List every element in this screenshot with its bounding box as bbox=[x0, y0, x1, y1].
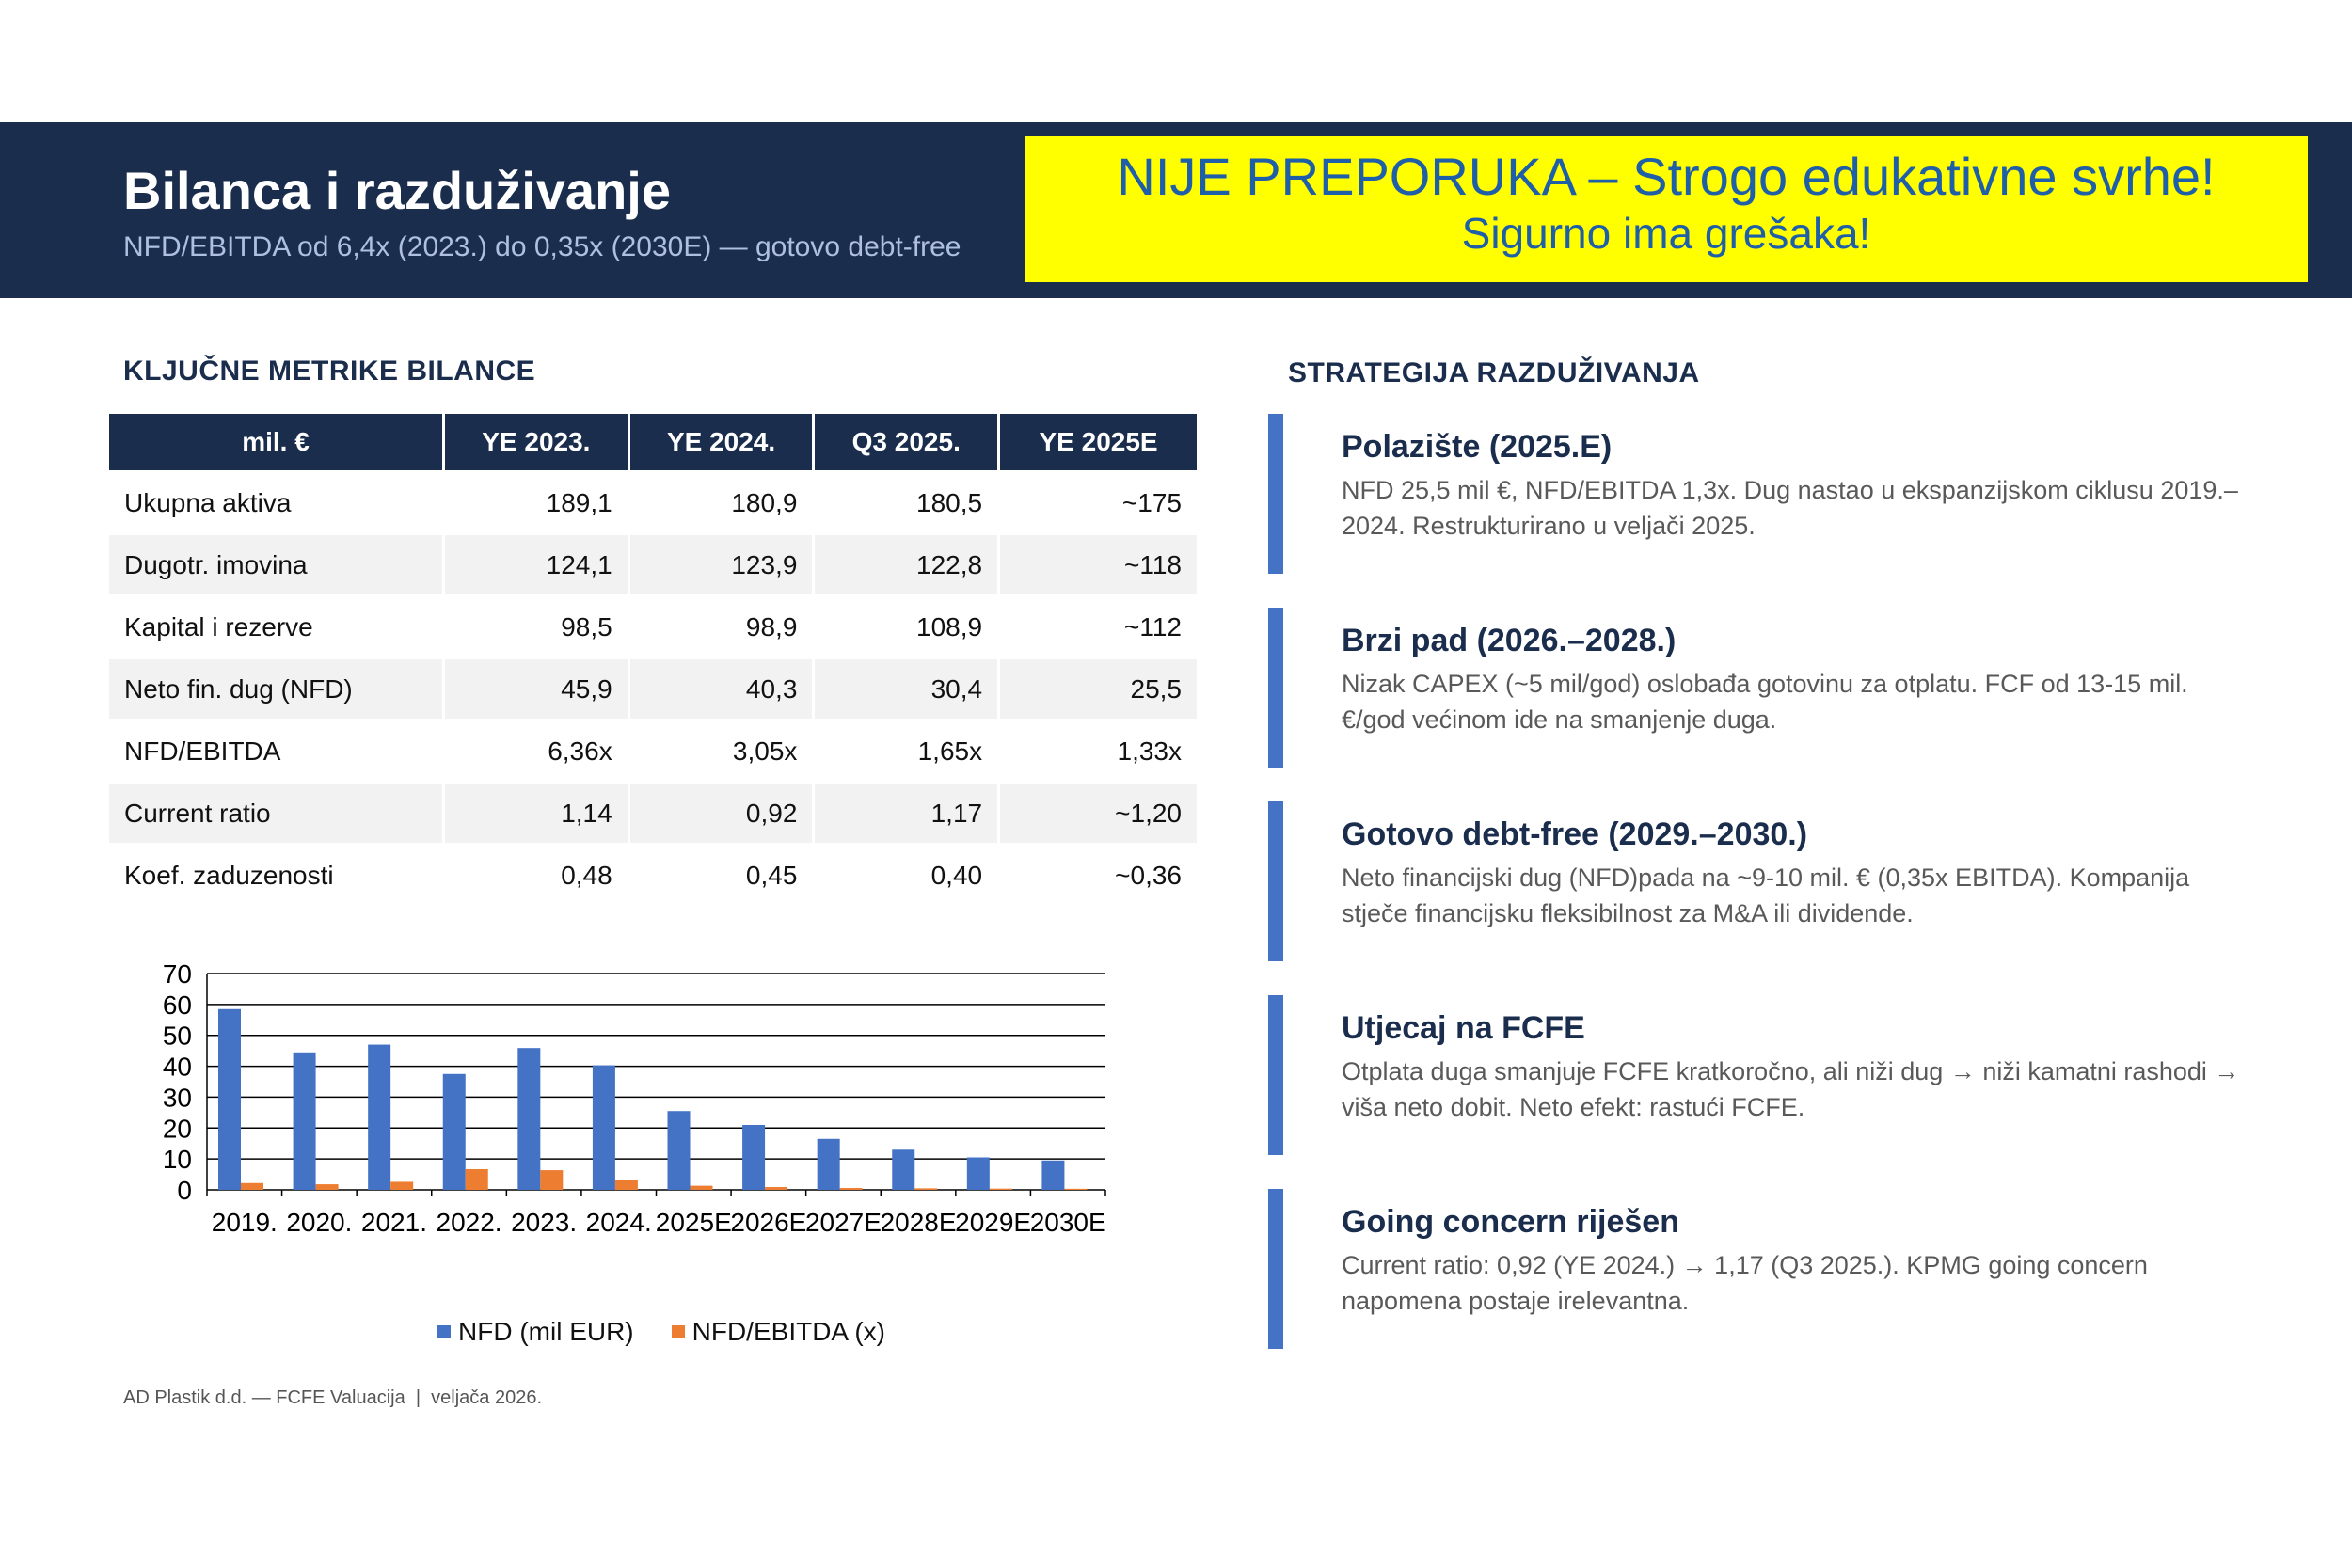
table-cell: 123,9 bbox=[630, 532, 813, 594]
strategy-item bbox=[1268, 801, 2303, 961]
nfd-bar bbox=[593, 1066, 615, 1190]
table-cell: ~0,36 bbox=[1000, 843, 1197, 905]
nfd-bar-chart bbox=[132, 950, 1167, 1354]
table-cell: 1,17 bbox=[815, 781, 997, 843]
table-row bbox=[109, 532, 1197, 594]
nfd-bar bbox=[967, 1158, 990, 1191]
accent-bar bbox=[1268, 608, 1283, 768]
table-cell: 30,4 bbox=[815, 657, 997, 719]
table-cell: 180,9 bbox=[630, 470, 813, 532]
x-tick-label: 2029E bbox=[955, 1208, 1032, 1237]
x-tick-label: 2025E bbox=[655, 1208, 732, 1237]
nfd-bar bbox=[1041, 1161, 1064, 1190]
table-cell: 180,5 bbox=[815, 470, 997, 532]
column-header: YE 2023. bbox=[445, 414, 628, 470]
strategy-item-title: Polazište (2025.E) bbox=[1342, 429, 1613, 465]
nfd-ebitda-bar bbox=[615, 1180, 638, 1190]
row-label: NFD/EBITDA bbox=[109, 719, 442, 781]
legend-item-nfd bbox=[437, 1317, 634, 1347]
strategy-item-text: NFD 25,5 mil €, NFD/EBITDA 1,3x. Dug nastao u ekspanzijskom ciklusu 2019.–2024. Restrukturirano u veljači 2025. bbox=[1342, 476, 2238, 540]
x-tick-label: 2027E bbox=[804, 1208, 882, 1237]
table-header-row bbox=[109, 414, 1197, 470]
nfd-ebitda-bar bbox=[390, 1181, 413, 1190]
y-tick-label: 10 bbox=[162, 1145, 192, 1175]
nfd-bar bbox=[294, 1053, 316, 1190]
legend-swatch-nfd-ebitda bbox=[672, 1325, 685, 1338]
legend-item-nfd-ebitda bbox=[672, 1317, 885, 1347]
strategy-item bbox=[1268, 1189, 2303, 1349]
strategy-item-text: Nizak CAPEX (~5 mil/god) oslobađa gotovinu za otplatu. FCF od 13-15 mil. €/god većinom ide na smanjenje duga. bbox=[1342, 670, 2188, 734]
x-tick-label: 2026E bbox=[730, 1208, 807, 1237]
nfd-bar bbox=[892, 1149, 914, 1190]
table-cell: 108,9 bbox=[815, 594, 997, 657]
accent-bar bbox=[1268, 414, 1283, 574]
table-cell: 189,1 bbox=[445, 470, 628, 532]
strategy-item-text: Current ratio: 0,92 (YE 2024.) → 1,17 (Q3 2025.). KPMG going concern napomena postaje irelevantna. bbox=[1342, 1251, 2148, 1315]
table-cell: ~1,20 bbox=[1000, 781, 1197, 843]
row-label: Ukupna aktiva bbox=[109, 470, 442, 532]
x-tick-label: 2020. bbox=[286, 1208, 353, 1237]
nfd-ebitda-bar bbox=[241, 1183, 263, 1190]
table-cell: 6,36x bbox=[445, 719, 628, 781]
y-tick-label: 50 bbox=[162, 1021, 192, 1051]
table-cell: 3,05x bbox=[630, 719, 813, 781]
accent-bar bbox=[1268, 801, 1283, 961]
strategy-item-text: Neto financijski dug (NFD)pada na ~9-10 mil. € (0,35x EBITDA). Kompanija stječe financijsku fleksibilnost za M&A ili dividende. bbox=[1342, 863, 2190, 927]
nfd-ebitda-bar bbox=[840, 1188, 863, 1190]
table-cell: 45,9 bbox=[445, 657, 628, 719]
x-tick-label: 2021. bbox=[360, 1208, 427, 1237]
footer-text: AD Plastik d.d. — FCFE Valuacija | veljača 2026. bbox=[123, 1387, 543, 1408]
table-cell: 25,5 bbox=[1000, 657, 1197, 719]
table-cell: 0,92 bbox=[630, 781, 813, 843]
table-cell: 98,5 bbox=[445, 594, 628, 657]
disclaimer-line-2: Sigurno ima grešaka! bbox=[1461, 208, 1871, 258]
nfd-ebitda-bar bbox=[316, 1184, 339, 1190]
page-subtitle: NFD/EBITDA od 6,4x (2023.) do 0,35x (2030E) — gotovo debt-free bbox=[123, 231, 961, 262]
strategy-item-title: Gotovo debt-free (2029.–2030.) bbox=[1342, 816, 1808, 852]
y-tick-label: 70 bbox=[162, 959, 192, 989]
table-cell: ~112 bbox=[1000, 594, 1197, 657]
nfd-bar bbox=[742, 1125, 765, 1190]
y-tick-label: 30 bbox=[162, 1083, 192, 1113]
strategy-item-title: Going concern riješen bbox=[1342, 1204, 1679, 1240]
x-tick-label: 2024. bbox=[585, 1208, 652, 1237]
table-cell: 98,9 bbox=[630, 594, 813, 657]
legend-swatch-nfd bbox=[437, 1325, 451, 1338]
nfd-ebitda-bar bbox=[914, 1188, 937, 1190]
table-row bbox=[109, 719, 1197, 781]
column-header: YE 2024. bbox=[630, 414, 813, 470]
table-row bbox=[109, 781, 1197, 843]
y-tick-label: 20 bbox=[162, 1114, 192, 1144]
x-tick-label: 2028E bbox=[880, 1208, 957, 1237]
nfd-bar bbox=[368, 1045, 390, 1190]
table-row bbox=[109, 843, 1197, 905]
table-cell: 124,1 bbox=[445, 532, 628, 594]
table-cell: ~175 bbox=[1000, 470, 1197, 532]
column-header: YE 2025E bbox=[1000, 414, 1197, 470]
nfd-ebitda-bar bbox=[1064, 1189, 1087, 1190]
y-tick-label: 60 bbox=[162, 990, 192, 1020]
strategy-item-title: Brzi pad (2026.–2028.) bbox=[1342, 623, 1677, 658]
nfd-bar bbox=[443, 1074, 466, 1190]
nfd-ebitda-bar bbox=[466, 1169, 488, 1190]
y-tick-label: 0 bbox=[177, 1176, 192, 1205]
table-cell: ~118 bbox=[1000, 532, 1197, 594]
column-header: Q3 2025. bbox=[815, 414, 997, 470]
strategy-item-title: Utjecaj na FCFE bbox=[1342, 1010, 1585, 1046]
metrics-heading: KLJUČNE METRIKE BILANCE bbox=[123, 356, 536, 387]
table-cell: 0,48 bbox=[445, 843, 628, 905]
page-title: Bilanca i razduživanje bbox=[123, 161, 671, 220]
x-tick-label: 2023. bbox=[511, 1208, 578, 1237]
nfd-ebitda-bar bbox=[540, 1170, 563, 1190]
row-label: Kapital i rezerve bbox=[109, 594, 442, 657]
strategy-item bbox=[1268, 995, 2303, 1155]
table-cell: 0,45 bbox=[630, 843, 813, 905]
nfd-ebitda-bar bbox=[990, 1189, 1012, 1190]
chart-legend bbox=[437, 1317, 885, 1347]
row-label: Koef. zaduzenosti bbox=[109, 843, 442, 905]
nfd-bar bbox=[818, 1139, 840, 1190]
table-cell: 122,8 bbox=[815, 532, 997, 594]
table-cell: 1,33x bbox=[1000, 719, 1197, 781]
disclaimer-box bbox=[1025, 136, 2308, 282]
strategy-item bbox=[1268, 608, 2303, 768]
table-row bbox=[109, 470, 1197, 532]
strategy-item-text: Otplata duga smanjuje FCFE kratkoročno, ali niži dug → niži kamatni rashodi → viša neto dobit. Neto efekt: rastući FCFE. bbox=[1342, 1057, 2240, 1121]
strategy-heading: STRATEGIJA RAZDUŽIVANJA bbox=[1288, 357, 1700, 388]
table-row bbox=[109, 594, 1197, 657]
table-cell: 1,65x bbox=[815, 719, 997, 781]
row-label: Dugotr. imovina bbox=[109, 532, 442, 594]
x-tick-label: 2019. bbox=[211, 1208, 278, 1237]
table-cell: 40,3 bbox=[630, 657, 813, 719]
nfd-bar bbox=[668, 1111, 691, 1190]
disclaimer-line-1: NIJE PREPORUKA – Strogo edukativne svrhe! bbox=[1117, 147, 2216, 206]
metrics-table bbox=[106, 414, 1200, 905]
legend-label-nfd: NFD (mil EUR) bbox=[458, 1317, 634, 1346]
column-header: mil. € bbox=[109, 414, 442, 470]
table-cell: 0,40 bbox=[815, 843, 997, 905]
nfd-ebitda-bar bbox=[691, 1186, 713, 1190]
nfd-ebitda-bar bbox=[765, 1187, 787, 1190]
accent-bar bbox=[1268, 995, 1283, 1155]
x-tick-label: 2022. bbox=[436, 1208, 502, 1237]
nfd-bar bbox=[517, 1048, 540, 1190]
table-cell: 1,14 bbox=[445, 781, 628, 843]
nfd-bar bbox=[218, 1009, 241, 1190]
x-tick-label: 2030E bbox=[1029, 1208, 1106, 1237]
accent-bar bbox=[1268, 1189, 1283, 1349]
y-tick-label: 40 bbox=[162, 1052, 192, 1082]
table-row bbox=[109, 657, 1197, 719]
legend-label-nfd-ebitda: NFD/EBITDA (x) bbox=[691, 1317, 885, 1346]
row-label: Neto fin. dug (NFD) bbox=[109, 657, 442, 719]
row-label: Current ratio bbox=[109, 781, 442, 843]
strategy-item bbox=[1268, 414, 2303, 574]
